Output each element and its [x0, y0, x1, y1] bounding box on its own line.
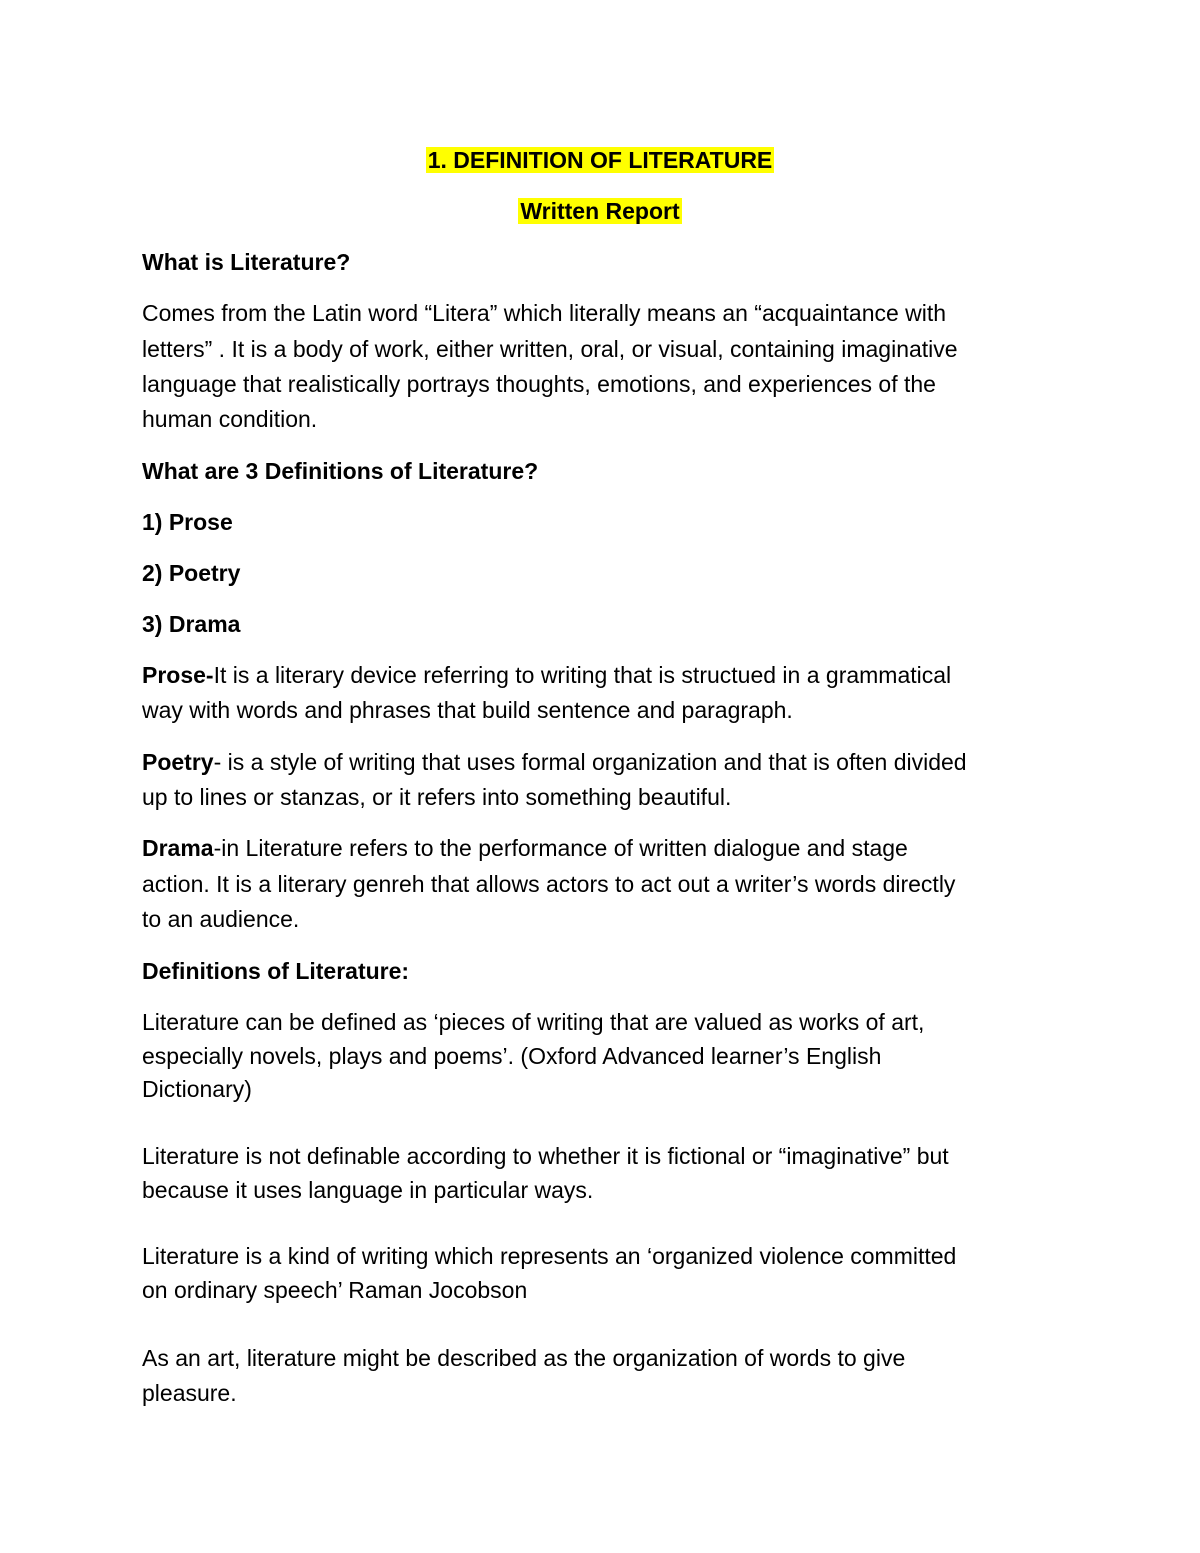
paragraph-line: Literature is not definable according to whether it is fictional or “imaginative” but	[142, 1143, 949, 1169]
paragraph-line: pleasure.	[142, 1380, 237, 1406]
prose-definition	[142, 658, 951, 693]
paragraph-line: Literature can be defined as ‘pieces of writing that are valued as works of art,	[142, 1009, 925, 1035]
paragraph-line: action. It is a literary genreh that allows actors to act out a writer’s words directly	[142, 871, 956, 897]
subtitle-row	[0, 195, 1200, 227]
list-item: 2) Poetry	[142, 560, 241, 586]
poetry-definition	[142, 745, 967, 780]
question-heading: What are 3 Definitions of Literature?	[142, 458, 539, 484]
paragraph-line: way with words and phrases that build sentence and paragraph.	[142, 697, 793, 723]
term-label: Prose-	[142, 662, 214, 688]
paragraph-line: up to lines or stanzas, or it refers into something beautiful.	[142, 784, 732, 810]
definition-text: It is a literary device referring to writing that is structued in a grammatical	[213, 662, 952, 688]
document-subtitle: Written Report	[520, 198, 680, 224]
title-row	[0, 144, 1200, 176]
paragraph-line: Comes from the Latin word “Litera” which literally means an “acquaintance with	[142, 300, 947, 326]
term-label: Drama	[142, 835, 214, 861]
drama-definition	[142, 831, 908, 866]
definition-text: - is a style of writing that uses formal organization and that is often divided	[213, 749, 967, 775]
paragraph-line: letters” . It is a body of work, either written, oral, or visual, containing imaginative	[142, 336, 958, 362]
paragraph-line: Literature is a kind of writing which represents an ‘organized violence committed	[142, 1243, 957, 1269]
paragraph-line: As an art, literature might be described as the organization of words to give	[142, 1345, 906, 1371]
term-label: Poetry	[142, 749, 214, 775]
paragraph-line: especially novels, plays and poems’. (Oxford Advanced learner’s English	[142, 1043, 882, 1069]
question-heading: What is Literature?	[142, 249, 351, 275]
paragraph-line: human condition.	[142, 406, 318, 432]
paragraph-line: to an audience.	[142, 906, 300, 932]
document-title: 1. DEFINITION OF LITERATURE	[427, 147, 773, 173]
paragraph-line: Dictionary)	[142, 1076, 252, 1102]
list-item: 3) Drama	[142, 611, 241, 637]
paragraph-line: on ordinary speech’ Raman Jocobson	[142, 1277, 528, 1303]
list-item: 1) Prose	[142, 509, 233, 535]
paragraph-line: because it uses language in particular ways.	[142, 1177, 594, 1203]
definition-text: -in Literature refers to the performance of written dialogue and stage	[213, 835, 908, 861]
paragraph-line: language that realistically portrays thoughts, emotions, and experiences of the	[142, 371, 936, 397]
section-heading: Definitions of Literature:	[142, 958, 410, 984]
